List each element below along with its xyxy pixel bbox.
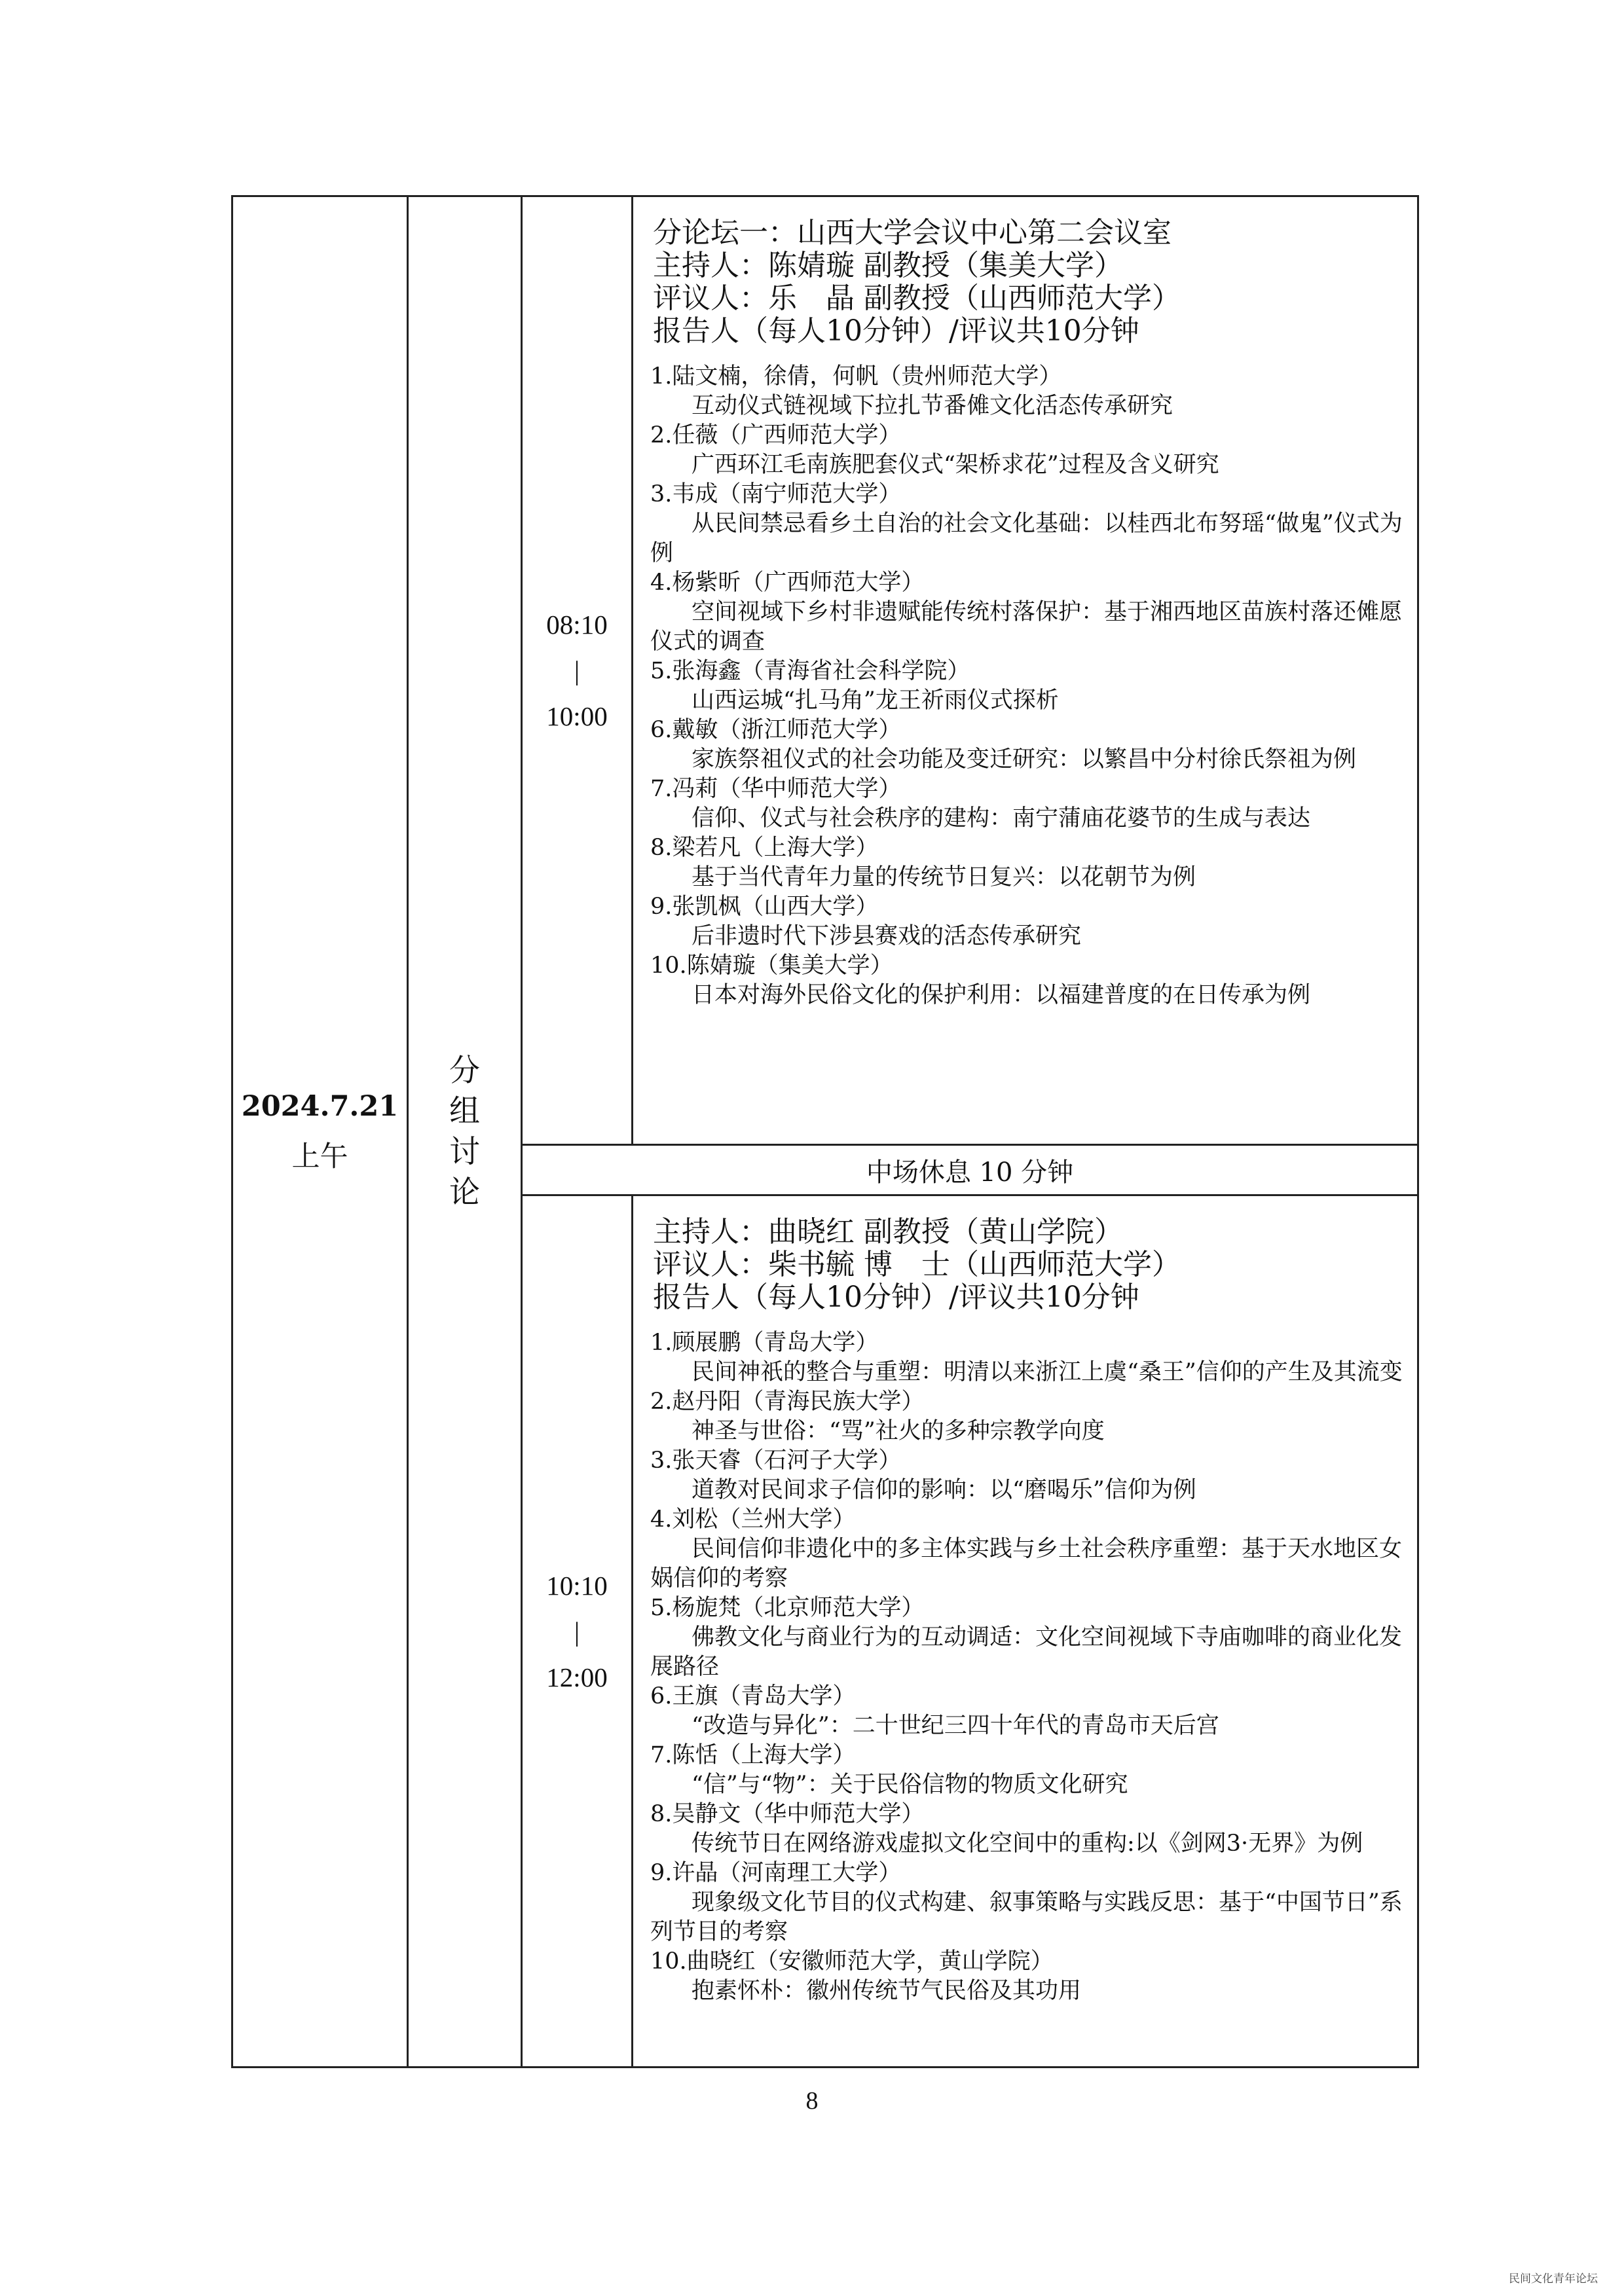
session-type-cell <box>408 196 522 2068</box>
paper-title: 空间视域下乡村非遗赋能传统村落保护：基于湘西地区苗族村落还傩愿仪式的调查 <box>650 599 1403 655</box>
presenter: 10.陈婧璇（集美大学） <box>650 953 893 979</box>
list-item <box>650 1682 1403 1741</box>
paper-title: 从民间禁忌看乡土自治的社会文化基础：以桂西北布努瑶“做鬼”仪式为例 <box>650 511 1403 566</box>
time-separator: | <box>574 1616 580 1647</box>
time-separator: | <box>574 655 580 685</box>
forum-venue: 分论坛一：山西大学会议中心第二会议室 <box>653 216 1172 249</box>
paper-title: 后非遗时代下涉县赛戏的活态传承研究 <box>692 923 1082 949</box>
presenter: 9.许晶（河南理工大学） <box>650 1860 902 1886</box>
break-text: 中场休息 10 分钟 <box>866 1157 1074 1188</box>
list-item <box>650 1741 1403 1800</box>
page-number: 8 <box>805 2087 819 2115</box>
presenter: 4.杨紫昕（广西师范大学） <box>650 570 925 596</box>
session-type: 分组讨论 <box>449 1052 480 1211</box>
list-item <box>650 1859 1403 1947</box>
time-cell-2 <box>522 1195 633 2068</box>
list-item <box>650 951 1403 1010</box>
paper-title: 信仰、仪式与社会秩序的建构：南宁蒲庙花婆节的生成与表达 <box>692 805 1311 831</box>
list-item <box>650 1800 1403 1859</box>
time-start: 08:10 <box>546 610 608 640</box>
presenter: 4.刘松（兰州大学） <box>650 1506 856 1533</box>
paper-title: “信”与“物”：关于民俗信物的物质文化研究 <box>692 1772 1128 1798</box>
list-item <box>650 421 1403 480</box>
date-cell <box>232 196 408 2068</box>
forum-commentator: 评议人：柴书毓 博 士（山西师范大学） <box>653 1248 1181 1281</box>
time-start: 10:10 <box>546 1570 608 1601</box>
list-item <box>650 774 1403 833</box>
paper-title: 民间信仰非遗化中的多主体实践与乡土社会秩序重塑：基于天水地区女娲信仰的考察 <box>650 1536 1403 1592</box>
list-item <box>650 1947 1403 2006</box>
list-item <box>650 480 1403 568</box>
paper-title: 抱素怀朴：徽州传统节气民俗及其功用 <box>692 1978 1082 2004</box>
time-range-1 <box>523 602 631 739</box>
list-item <box>650 568 1403 657</box>
paper-title: 神圣与世俗：“骂”社火的多种宗教学向度 <box>692 1418 1105 1444</box>
session-date: 2024.7.21 <box>241 1089 399 1123</box>
forum-rules: 报告人（每人10分钟）/评议共10分钟 <box>653 314 1139 348</box>
presenter: 8.吴静文（华中师范大学） <box>650 1801 925 1827</box>
paper-title: 广西环江毛南族肥套仪式“架桥求花”过程及含义研究 <box>692 452 1219 478</box>
presenter: 2.任薇（广西师范大学） <box>650 422 902 448</box>
list-item <box>650 833 1403 892</box>
presenter: 7.陈恬（上海大学） <box>650 1742 856 1768</box>
presenter: 7.冯莉（华中师范大学） <box>650 776 902 802</box>
list-item <box>650 1446 1403 1505</box>
list-item <box>650 1594 1403 1682</box>
forum-rules: 报告人（每人10分钟）/评议共10分钟 <box>653 1281 1139 1314</box>
paper-title: 互动仪式链视域下拉扎节番傩文化活态传承研究 <box>692 393 1173 419</box>
presenter: 8.梁若凡（上海大学） <box>650 835 879 861</box>
paper-title: 基于当代青年力量的传统节日复兴：以花朝节为例 <box>692 864 1196 890</box>
session-half-day: 上午 <box>291 1140 348 1173</box>
forum-content-2 <box>633 1195 1418 2068</box>
list-item <box>650 892 1403 951</box>
presenter: 2.赵丹阳（青海民族大学） <box>650 1389 925 1415</box>
presenter: 1.陆文楠，徐倩，何帆（贵州师范大学） <box>650 363 1062 390</box>
watermark: 民间文化青年论坛 <box>1509 2272 1598 2286</box>
list-item <box>650 716 1403 774</box>
presenter: 5.张海鑫（青海省社会科学院） <box>650 658 970 684</box>
paper-title: 日本对海外民俗文化的保护利用：以福建普度的在日传承为例 <box>692 982 1311 1008</box>
list-item <box>650 1387 1403 1446</box>
forum-commentator: 评议人：乐 晶 副教授（山西师范大学） <box>653 282 1181 315</box>
presenter: 6.戴敏（浙江师范大学） <box>650 717 902 743</box>
paper-title: 佛教文化与商业行为的互动调适：文化空间视域下寺庙咖啡的商业化发展路径 <box>650 1624 1403 1680</box>
presenter: 3.张天睿（石河子大学） <box>650 1448 902 1474</box>
presenter: 3.韦成（南宁师范大学） <box>650 481 902 507</box>
time-range-2 <box>523 1563 631 1700</box>
report-list <box>650 1328 1403 2006</box>
forum-host: 主持人：陈婧璇 副教授（集美大学） <box>653 249 1123 282</box>
session-row-1 <box>232 196 1418 1145</box>
paper-title: 民间神祇的整合与重塑：明清以来浙江上虞“桑王”信仰的产生及其流变 <box>692 1359 1403 1385</box>
list-item <box>650 657 1403 716</box>
time-cell-1 <box>522 196 633 1145</box>
paper-title: 道教对民间求子信仰的影响：以“磨喝乐”信仰为例 <box>692 1477 1196 1503</box>
time-end: 12:00 <box>546 1662 608 1692</box>
paper-title: 山西运城“扎马角”龙王祈雨仪式探析 <box>692 687 1059 714</box>
time-end: 10:00 <box>546 701 608 731</box>
schedule-table <box>231 195 1419 2068</box>
report-list <box>650 362 1403 1010</box>
paper-title: 传统节日在网络游戏虚拟文化空间中的重构:以《剑网3·无界》为例 <box>692 1831 1363 1857</box>
paper-title: 家族祭祖仪式的社会功能及变迁研究：以繁昌中分村徐氏祭祖为例 <box>692 746 1357 773</box>
paper-title: “改造与异化”：二十世纪三四十年代的青岛市天后宫 <box>692 1713 1219 1739</box>
presenter: 5.杨旎梵（北京师范大学） <box>650 1595 925 1621</box>
break-cell <box>522 1145 1418 1195</box>
presenter: 10.曲晓红（安徽师范大学，黄山学院） <box>650 1948 1054 1975</box>
presenter: 1.顾展鹏（青岛大学） <box>650 1330 879 1356</box>
presenter: 9.张凯枫（山西大学） <box>650 894 879 920</box>
list-item <box>650 1505 1403 1594</box>
list-item <box>650 1328 1403 1387</box>
paper-title: 现象级文化节目的仪式构建、叙事策略与实践反思：基于“中国节日”系列节目的考察 <box>650 1889 1403 1945</box>
list-item <box>650 362 1403 421</box>
presenter: 6.王旗（青岛大学） <box>650 1683 856 1709</box>
forum-content-1 <box>633 196 1418 1145</box>
forum-host: 主持人：曲晓红 副教授（黄山学院） <box>653 1215 1123 1248</box>
